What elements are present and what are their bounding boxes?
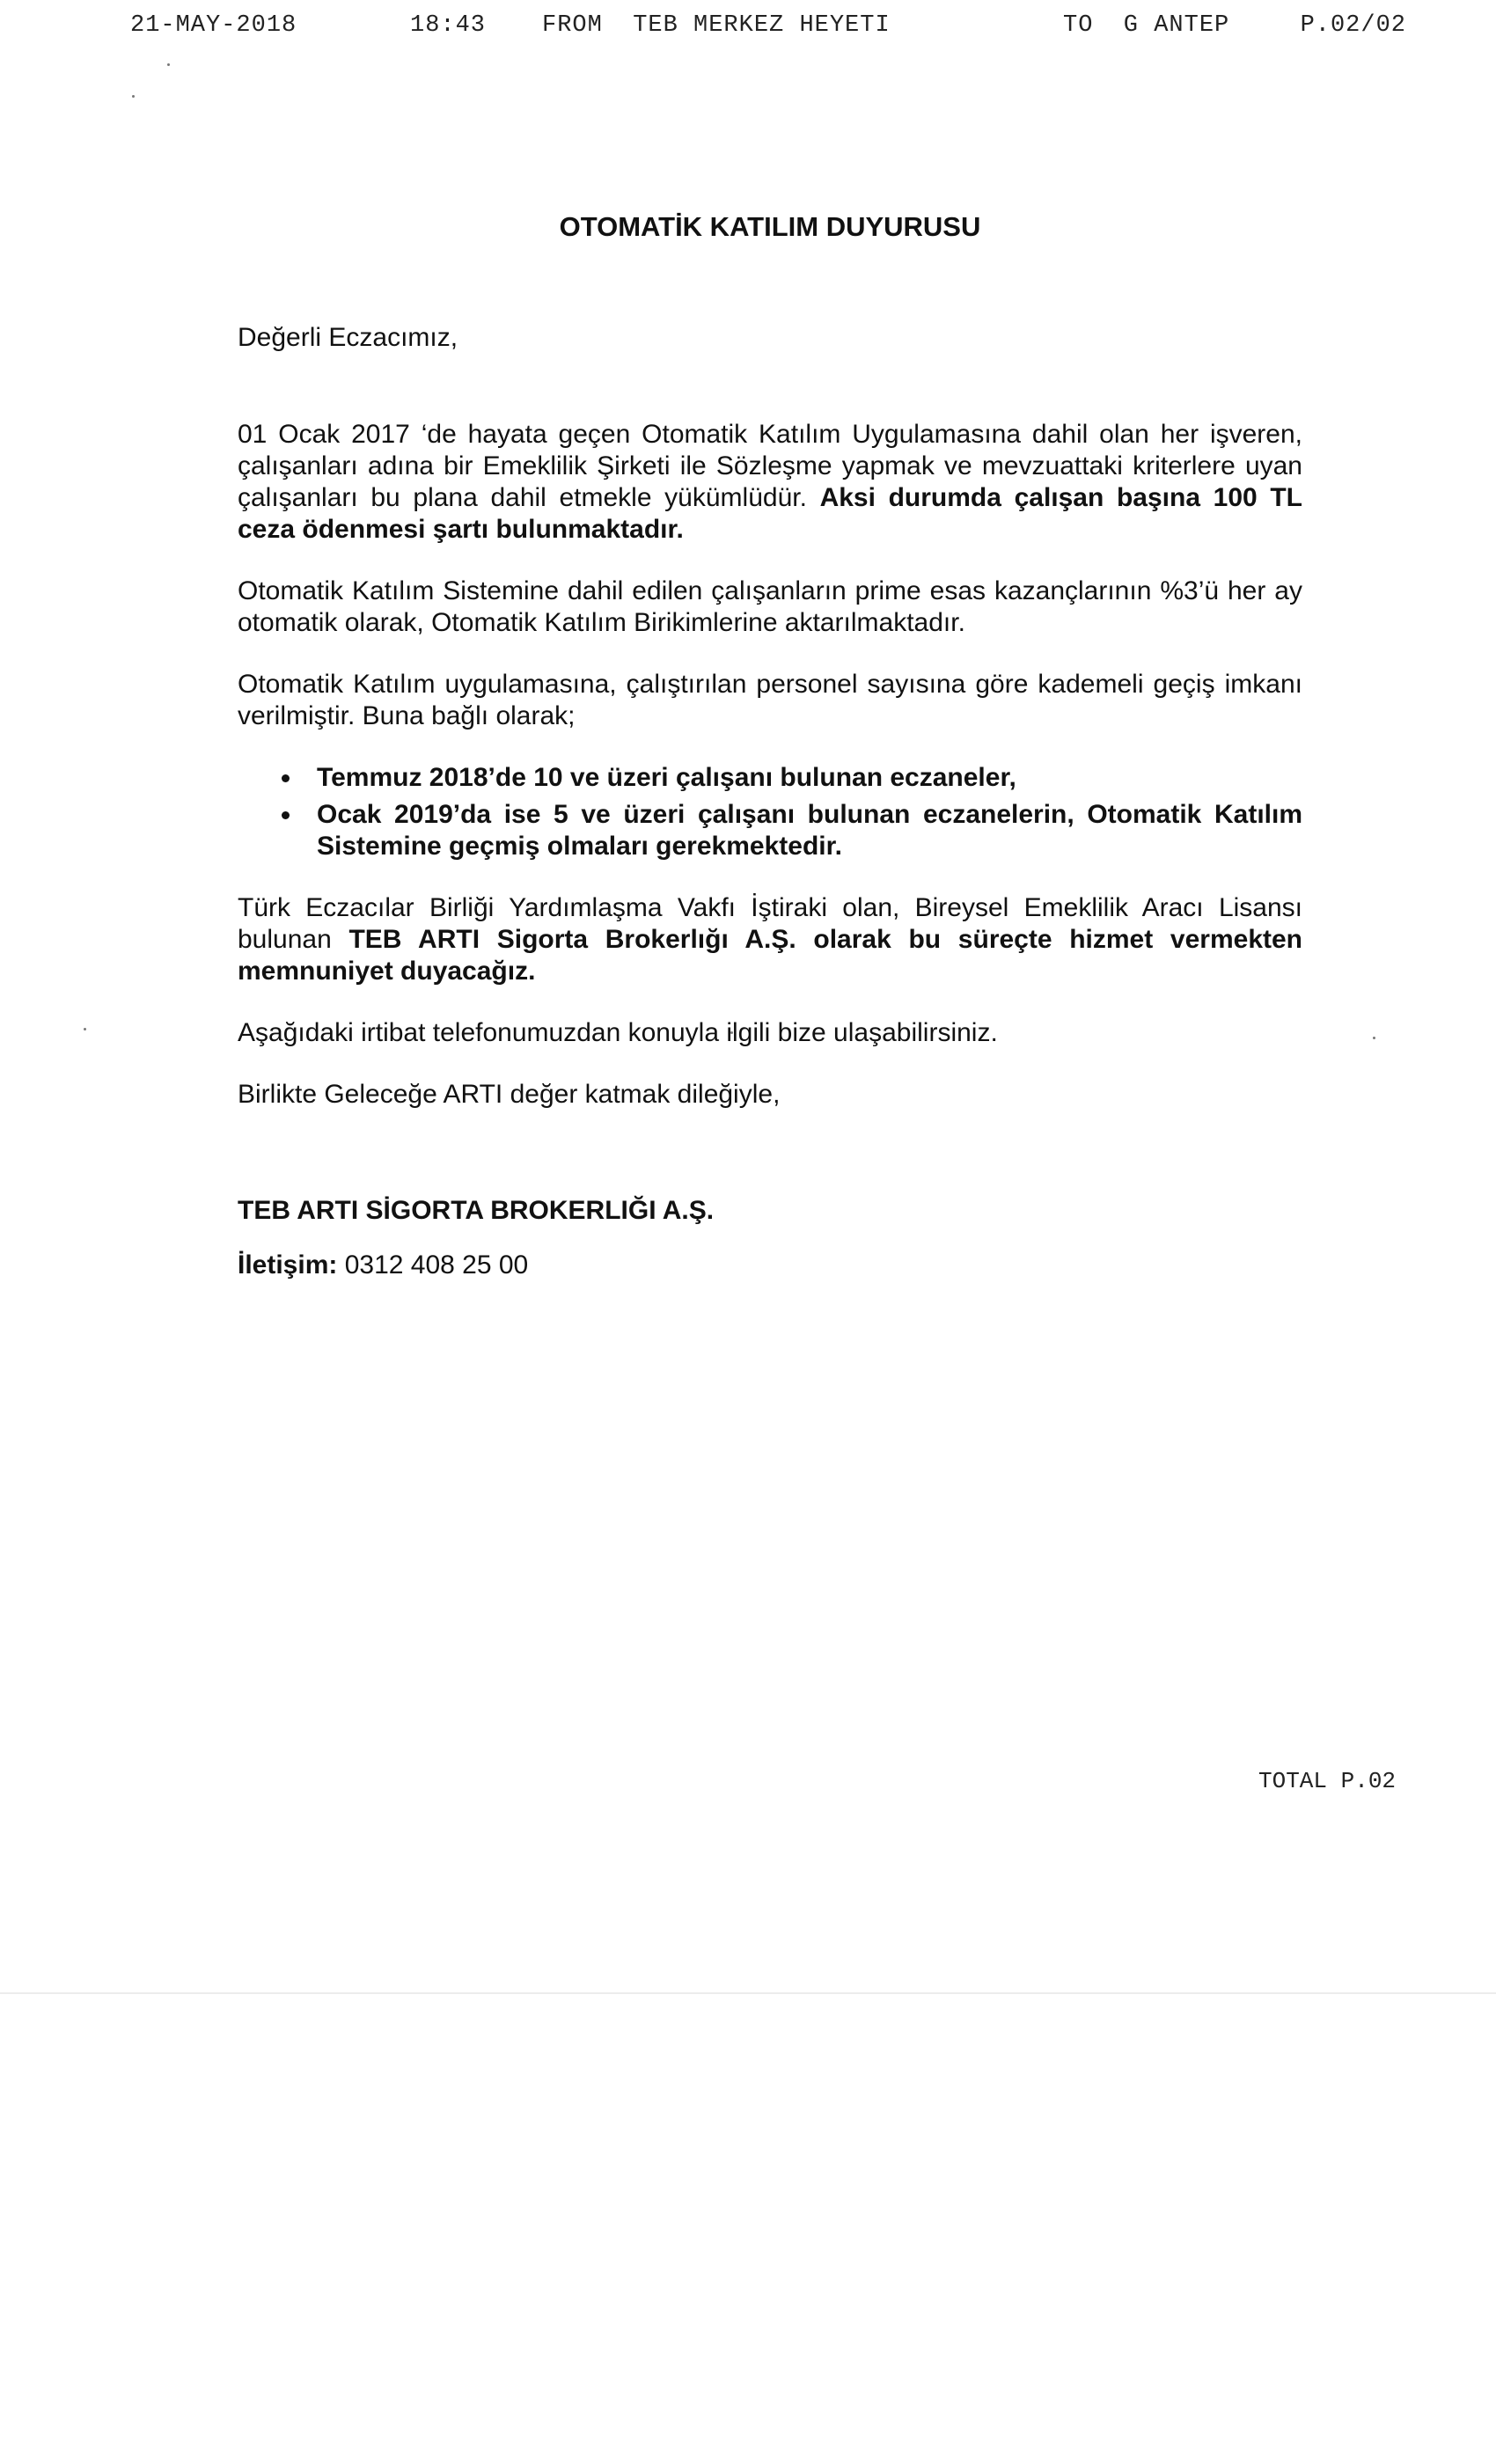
transition-schedule-list [238, 762, 1302, 862]
fax-from: FROM TEB MERKEZ HEYETI [542, 12, 891, 39]
scan-speck [1373, 1037, 1375, 1039]
scan-speck [167, 63, 170, 66]
fax-total-pages: TOTAL P.02 [1258, 1768, 1397, 1794]
contact-line [238, 1250, 1302, 1281]
fax-date: 21-MAY-2018 [130, 12, 297, 39]
paragraph-obligation [238, 419, 1302, 546]
signature-company: TEB ARTI SİGORTA BROKERLIĞI A.Ş. [238, 1196, 715, 1225]
list-item: Ocak 2019’da ise 5 ve üzeri çalışanı bulunan eczanelerin, Otomatik Katılım Sistemine geçmiş olmaları gerekmektedir. [238, 799, 1302, 862]
fax-page-number: P.02/02 [1300, 12, 1406, 39]
contact-phone: 0312 408 25 00 [337, 1250, 529, 1280]
paragraph-transition: Otomatik Katılım uygulamasına, çalıştırılan personel sayısına göre kademeli geçiş imkanı verilmiştir. Buna bağlı olarak; [238, 670, 1302, 730]
scan-speck [132, 95, 135, 98]
salutation: Değerli Eczacımız, [238, 323, 458, 352]
document-body [238, 211, 1302, 1281]
fax-to: TO G ANTEP [1063, 12, 1230, 39]
scan-speck [84, 1028, 86, 1030]
paragraph-obligation-text: 01 Ocak 2017 ‘de hayata geçen Otomatik Katılım Uygulamasına dahil olan her işveren, çalışanları adına bir Emeklilik Şirketi ile Sözleşme yapmak ve mevzuattaki kriterlere uyan çalışanları bu plana dahil etmekle yükümlüdür. [238, 420, 1302, 512]
paragraph-service-text: Türk Eczacılar Birliği Yardımlaşma Vakfı İştiraki olan, Bireysel Emeklilik Aracı Lisansı bulunan [238, 893, 1302, 954]
paragraph-contact-info: Aşağıdaki irtibat telefonumuzdan konuyla ilgili bize ulaşabilirsiniz. [238, 1018, 998, 1047]
document-title: OTOMATİK KATILIM DUYURUSU [559, 211, 981, 242]
bullet-icon [282, 774, 290, 782]
fax-time: 18:43 [410, 12, 487, 39]
penalty-notice: Aksi durumda çalışan başına 100 TL ceza ödenmesi şartı bulunmaktadır. [238, 483, 1303, 544]
fax-header [130, 12, 1415, 48]
page-edge-divider [0, 1992, 1496, 1994]
paragraph-service [238, 892, 1302, 987]
contact-label: İletişim: [238, 1250, 338, 1280]
bullet-icon [282, 811, 290, 819]
service-statement: TEB ARTI Sigorta Brokerlığı A.Ş. olarak bu süreçte hizmet vermekten memnuniyet duyacağız. [238, 925, 1303, 986]
paragraph-contribution: Otomatik Katılım Sistemine dahil edilen çalışanların prime esas kazançlarının %3’ü her ay otomatik olarak, Otomatik Katılım Birikimlerine aktarılmaktadır. [238, 576, 1302, 637]
list-item: Temmuz 2018’de 10 ve üzeri çalışanı bulunan eczaneler, [238, 762, 1302, 794]
closing-line: Birlikte Geleceğe ARTI değer katmak dileğiyle, [238, 1080, 781, 1109]
